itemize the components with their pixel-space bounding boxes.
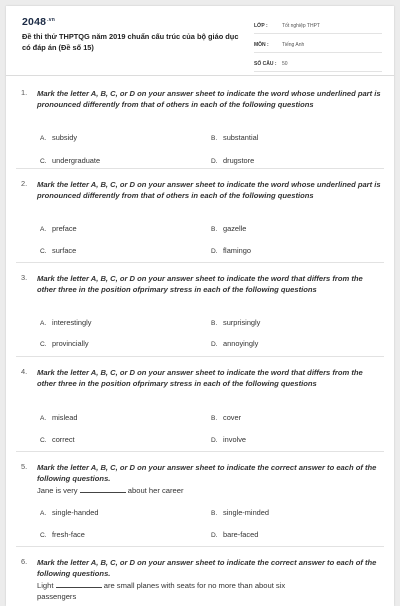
question-number: 3. (21, 273, 28, 282)
question-sentence: Light are small planes with seats for no more than about six (37, 581, 286, 590)
answer-blank (80, 486, 126, 493)
option-a[interactable]: A. interestingly (40, 318, 92, 327)
question-instruction: Mark the letter A, B, C, or D on your answer sheet to indicate the word whose underlined part is pronounced differently from that of others in each of the following questions (37, 89, 381, 109)
option-d[interactable]: D. annoyingly (211, 339, 259, 348)
option-c[interactable]: C. undergraduate (40, 156, 101, 165)
divider (16, 356, 384, 357)
document-title: Đề thi thử THPTQG năm 2019 chuẩn cấu trúc của bộ giáo dục có đáp án (Đề số 15) (22, 32, 239, 52)
question-number: 5. (21, 462, 28, 471)
question-number: 1. (21, 88, 28, 97)
option-b[interactable]: B. substantial (211, 133, 259, 142)
option-d[interactable]: D. involve (211, 435, 247, 444)
option-b[interactable]: B. cover (211, 413, 242, 422)
meta-question-count: SỐ CÂU : 50 (254, 56, 382, 72)
option-b[interactable]: B. surprisingly (211, 318, 261, 327)
question-sentence: Jane is very about her career (37, 486, 184, 495)
divider (16, 451, 384, 452)
option-c[interactable]: C. provincially (40, 339, 89, 348)
meta-subject: MÔN : Tiếng Anh (254, 37, 382, 53)
document-header (6, 6, 394, 76)
option-d[interactable]: D. flamingo (211, 246, 251, 255)
question-instruction: Mark the letter A, B, C, or D on your answer sheet to indicate the correct answer to each of the following questions. (37, 463, 377, 483)
answer-blank (56, 581, 102, 588)
option-c[interactable]: C. fresh-face (40, 530, 85, 539)
option-c[interactable]: C. surface (40, 246, 77, 255)
option-d[interactable]: D. drugstore (211, 156, 255, 165)
document-page (6, 6, 394, 606)
question-number: 6. (21, 557, 28, 566)
option-c[interactable]: C. correct (40, 435, 75, 444)
divider (16, 168, 384, 169)
meta-class: LỚP : Tốt nghiệp THPT (254, 18, 382, 34)
option-b[interactable]: B. gazelle (211, 224, 247, 233)
divider (16, 262, 384, 263)
question-number: 2. (21, 179, 28, 188)
option-d[interactable]: D. bare-faced (211, 530, 259, 539)
option-a[interactable]: A. subsidy (40, 133, 78, 142)
document-meta (254, 18, 382, 75)
question-sentence-continued: passengers (37, 592, 77, 601)
question-instruction: Mark the letter A, B, C, or D on your answer sheet to indicate the correct answer to each of the following questions. (37, 558, 377, 578)
option-a[interactable]: A. preface (40, 224, 77, 233)
question-instruction: Mark the letter A, B, C, or D on your answer sheet to indicate the word that differs from the other three in the position ofprimary stress in each of the following questions (37, 274, 363, 294)
option-a[interactable]: A. mislead (40, 413, 78, 422)
question-instruction: Mark the letter A, B, C, or D on your answer sheet to indicate the word that differs from the other three in the position ofprimary stress in each of the following questions (37, 368, 363, 388)
option-b[interactable]: B. single-minded (211, 508, 270, 517)
question-number: 4. (21, 367, 28, 376)
divider (16, 546, 384, 547)
option-a[interactable]: A. single-handed (40, 508, 99, 517)
site-logo[interactable]: $2048^{.vn}$ (22, 16, 55, 28)
question-instruction: Mark the letter A, B, C, or D on your answer sheet to indicate the word whose underlined part is pronounced differently from that of others in each of the following questions (37, 180, 381, 200)
